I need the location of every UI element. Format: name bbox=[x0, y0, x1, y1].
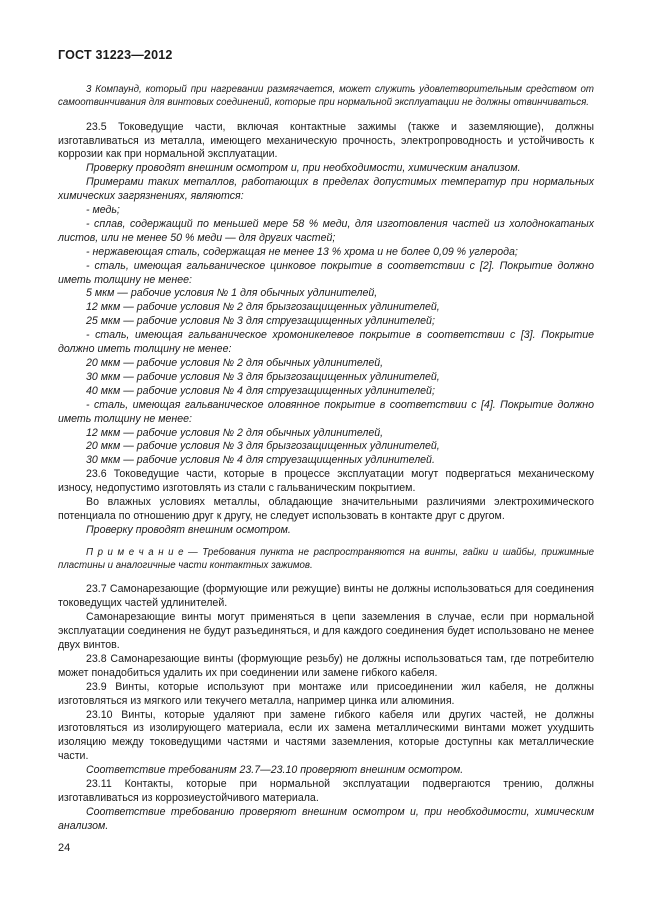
clause-23-8: 23.8 Самонарезающие винты (формующие резьбу) не должны использоваться там, где потребителю может понадобиться удалить их при соединении или замене гибкого кабеля. bbox=[58, 652, 594, 679]
list-item: - сталь, имеющая гальваническое цинковое покрытие в соответствии с [2]. Покрытие должно иметь толщину не менее: bbox=[58, 259, 594, 286]
verification-text: Проверку проводят внешним осмотром и, при необходимости, химическим анализом. bbox=[86, 162, 521, 175]
verification-text: Проверку проводят внешним осмотром. bbox=[86, 523, 291, 536]
clause-23-5: 23.5 Токоведущие части, включая контактные зажимы (также и заземляющие), должны изготавливаться из металла, имеющего механическую прочность, электропроводность и устойчивость к коррозии как при нормальной эксплуатации. bbox=[58, 120, 594, 161]
wet-conditions-text: Во влажных условиях металлы, обладающие значительными различиями электрохимического потенциала по отношению друг к другу, не следует использовать в контакте друг с другом. bbox=[58, 496, 594, 522]
note-3: 3 Компаунд, который при нагревании размягчается, может служить удовлетворительным средством от самоотвинчивания для винтовых соединений, которые при нормальной эксплуатации не должны отвинчиваться. bbox=[58, 84, 594, 109]
thickness-item: 12 мкм — рабочие условия № 2 для брызгозащищенных удлинителей, bbox=[86, 301, 440, 314]
thickness-item: 20 мкм — рабочие условия № 3 для брызгозащищенных удлинителей, bbox=[86, 440, 440, 453]
clause-23-6: 23.6 Токоведущие части, которые в процессе эксплуатации могут подвергаться механическому износу, недопустимо изготовлять из стали с гальваническим покрытием. bbox=[58, 468, 594, 495]
metals-intro: Примерами таких металлов, работающих в пределах допустимых температур при нормальных химических загрязнениях, являются: bbox=[58, 176, 594, 203]
thickness-item: 5 мкм — рабочие условия № 1 для обычных удлинителей, bbox=[86, 287, 378, 300]
thickness-item: 30 мкм — рабочие условия № 3 для брызгозащищенных удлинителей, bbox=[86, 370, 440, 383]
list-item: - сталь, имеющая гальваническое хромоникелевое покрытие в соответствии с [3]. Покрытие должно иметь толщину не менее: bbox=[58, 329, 594, 356]
thickness-item: 40 мкм — рабочие условия № 4 для струезащищенных удлинителей; bbox=[86, 384, 435, 397]
page-number: 24 bbox=[58, 842, 71, 854]
clause-23-7: 23.7 Самонарезающие (формующие или режущие) винты не должны использоваться для соединения токоведущих частей удлинителей. bbox=[58, 583, 594, 610]
list-item: - сталь, имеющая гальваническое оловянное покрытие в соответствии с [4]. Покрытие должно иметь толщину не менее: bbox=[58, 398, 594, 425]
standard-header: ГОСТ 31223—2012 bbox=[58, 48, 173, 62]
thickness-item: 12 мкм — рабочие условия № 2 для обычных удлинителей, bbox=[86, 426, 384, 439]
thickness-item: 25 мкм — рабочие условия № 3 для струезащищенных удлинителей; bbox=[86, 315, 435, 328]
verification-text: Соответствие требованиям 23.7—23.10 проверяют внешним осмотром. bbox=[86, 764, 464, 777]
note-text: — Требования пункта не распространяются на винты, гайки и шайбы, прижимные пластины и аналогичные части контактных зажимов. bbox=[58, 546, 594, 572]
note-label: П р и м е ч а н и е bbox=[86, 546, 184, 558]
clause-23-10: 23.10 Винты, которые удаляют при замене гибкого кабеля или других частей, не должны изготовляться из изолирующего материала, если их замена металлическими винтами может ухудшить изоляцию между токоведущими частями и частями заземления, которые доступны как металлические части. bbox=[58, 708, 594, 763]
list-item: - медь; bbox=[86, 204, 120, 217]
document-page bbox=[58, 48, 594, 834]
list-item: - нержавеющая сталь, содержащая не менее 13 % хрома и не более 0,09 % углерода; bbox=[86, 245, 518, 258]
self-tapping-text: Самонарезающие винты могут применяться в цепи заземления в случае, если при нормальной эксплуатации соединения не будут разъединяться, и для каждого соединения будет использовано не менее двух винтов. bbox=[58, 611, 594, 651]
verification-text: Соответствие требованию проверяют внешним осмотром и, при необходимости, химическим анализом. bbox=[58, 805, 594, 832]
clause-23-9: 23.9 Винты, которые используют при монтаже или присоединении жил кабеля, не должны изготовляться из мягкого или текучего металла, например цинка или алюминия. bbox=[58, 680, 594, 707]
thickness-item: 30 мкм — рабочие условия № 4 для струезащищенных удлинителей. bbox=[86, 454, 435, 467]
clause-23-11: 23.11 Контакты, которые при нормальной эксплуатации подвергаются трению, должны изготавливаться из коррозиеустойчивого материала. bbox=[58, 778, 594, 804]
list-item: - сплав, содержащий по меньшей мере 58 % меди, для изготовления частей из холоднокатаных листов, или не менее 50 % меди — для других частей; bbox=[58, 217, 594, 244]
note-clause bbox=[58, 546, 594, 573]
thickness-item: 20 мкм — рабочие условия № 2 для обычных удлинителей, bbox=[86, 357, 384, 369]
